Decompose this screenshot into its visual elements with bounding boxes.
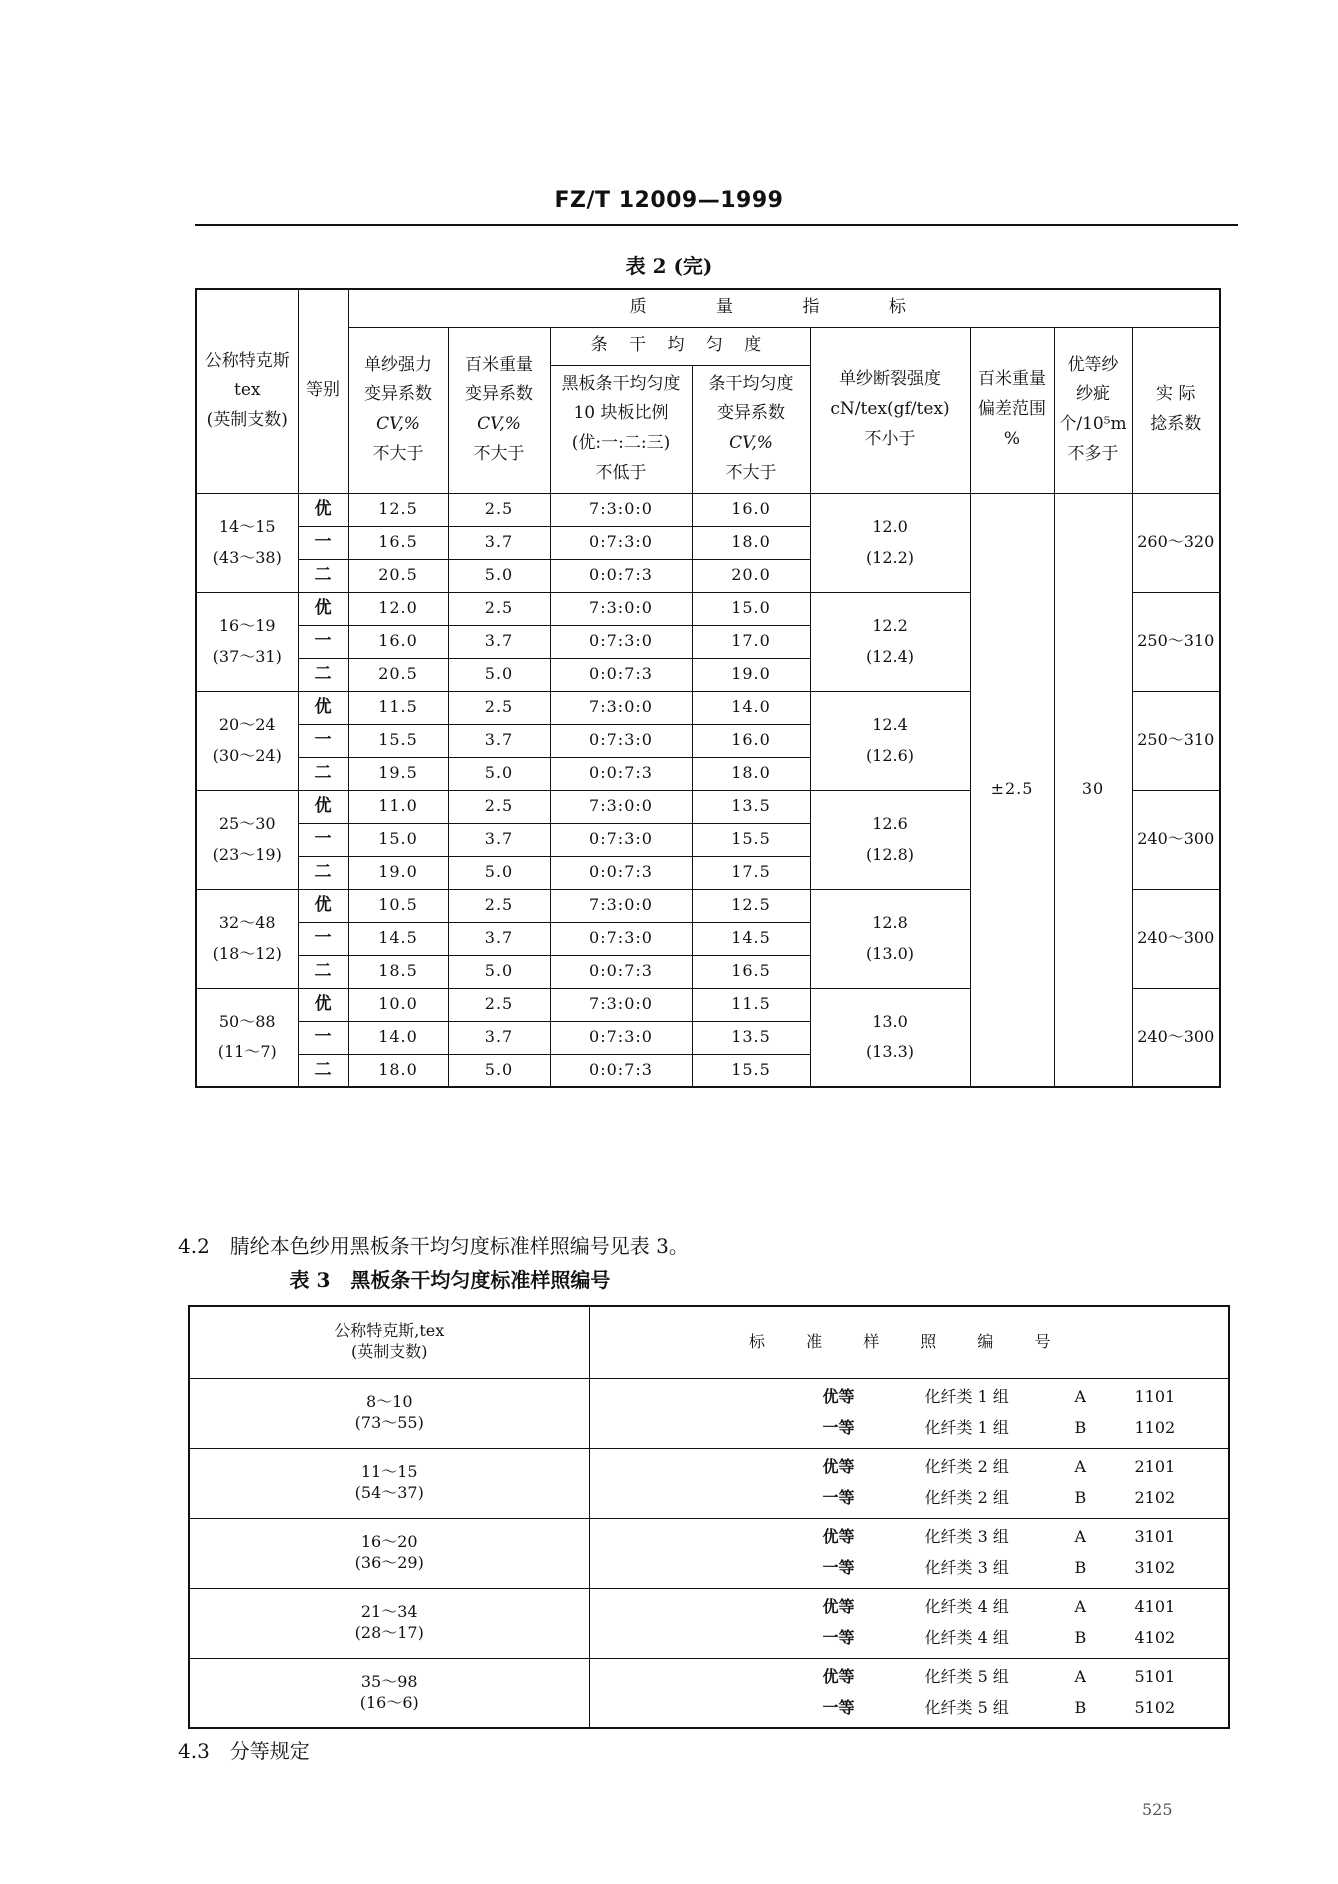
photo-code: 1102: [1134, 1418, 1176, 1438]
grade-cell: 优: [298, 493, 348, 526]
grade-label: 一等: [822, 1558, 855, 1578]
photo-number-line: [695, 1592, 1229, 1623]
weight-cv-cell: 5.0: [448, 1054, 550, 1087]
grade-cell: 优: [298, 790, 348, 823]
evenness-cv-cell: 20.0: [692, 559, 810, 592]
table-row: [196, 493, 1220, 526]
table2-caption: 表 2 (完): [625, 254, 713, 278]
fiber-group: 化纤类 4 组: [924, 1597, 1009, 1617]
nominal-tex-cell: 16～20 (36～29): [189, 1518, 589, 1588]
board-ratio-cell: 0:7:3:0: [550, 823, 692, 856]
photo-number-line: [695, 1553, 1229, 1584]
evenness-cv-cell: 19.0: [692, 658, 810, 691]
grade-label: 优等: [822, 1666, 855, 1686]
grade-label: 优等: [822, 1527, 855, 1547]
grade-cell: 二: [298, 757, 348, 790]
fiber-group: 化纤类 4 组: [924, 1628, 1009, 1648]
weight-cv-cell: 2.5: [448, 790, 550, 823]
board-letter: B: [1074, 1418, 1087, 1438]
twist-factor-cell: 250～310: [1132, 691, 1220, 790]
board-ratio-cell: 7:3:0:0: [550, 691, 692, 724]
evenness-cv-cell: 14.5: [692, 922, 810, 955]
nominal-tex-cell: 20～24 (30～24): [196, 691, 298, 790]
strength-cv-cell: 12.5: [348, 493, 448, 526]
grade-cell: 一: [298, 724, 348, 757]
weight-cv-cell: 2.5: [448, 691, 550, 724]
board-ratio-cell: 0:0:7:3: [550, 856, 692, 889]
strength-cv-cell: 19.0: [348, 856, 448, 889]
standard-photo-cell: [589, 1378, 1229, 1448]
tenacity-cell: 12.0 (12.2): [810, 493, 970, 592]
photo-number-line: [695, 1452, 1229, 1483]
weight-cv-cell: 2.5: [448, 988, 550, 1021]
board-ratio-cell: 0:0:7:3: [550, 1054, 692, 1087]
col-evenness-cv: 条干均匀度 变异系数 CV,% 不大于: [692, 365, 810, 493]
grade-cell: 优: [298, 988, 348, 1021]
nominal-tex-cell: 32～48 (18～12): [196, 889, 298, 988]
photo-code: 3101: [1134, 1527, 1176, 1547]
grade-cell: 二: [298, 1054, 348, 1087]
board-letter: B: [1074, 1628, 1087, 1648]
grade-label: 一等: [822, 1418, 855, 1438]
strength-cv-cell: 15.5: [348, 724, 448, 757]
twist-factor-cell: 240～300: [1132, 988, 1220, 1087]
col-twist: 实 际 捻系数: [1132, 327, 1220, 493]
evenness-cv-cell: 18.0: [692, 526, 810, 559]
grade-cell: 一: [298, 625, 348, 658]
fiber-group: 化纤类 2 组: [924, 1457, 1009, 1477]
photo-number-line: [695, 1623, 1229, 1654]
evenness-cv-cell: 16.5: [692, 955, 810, 988]
grade-cell: 二: [298, 658, 348, 691]
evenness-cv-cell: 13.5: [692, 790, 810, 823]
tenacity-cell: 12.8 (13.0): [810, 889, 970, 988]
evenness-cv-cell: 16.0: [692, 724, 810, 757]
photo-code: 2102: [1134, 1488, 1176, 1508]
grade-label: 优等: [822, 1387, 855, 1407]
board-ratio-cell: 0:7:3:0: [550, 724, 692, 757]
evenness-cv-cell: 15.0: [692, 592, 810, 625]
board-letter: A: [1074, 1597, 1087, 1617]
photo-number-line: [695, 1483, 1229, 1514]
table-row: [189, 1658, 1229, 1728]
grade-cell: 优: [298, 889, 348, 922]
weight-cv-cell: 5.0: [448, 856, 550, 889]
evenness-cv-cell: 18.0: [692, 757, 810, 790]
col-weight-cv: 百米重量 变异系数 CV,% 不大于: [448, 327, 550, 493]
photo-code: 4101: [1134, 1597, 1176, 1617]
grade-cell: 一: [298, 823, 348, 856]
tenacity-cell: 13.0 (13.3): [810, 988, 970, 1087]
paragraph-4-2: 4.2 腈纶本色纱用黑板条干均匀度标准样照编号见表 3。: [178, 1234, 689, 1258]
photo-number-line: [695, 1413, 1229, 1444]
standard-photo-cell: [589, 1448, 1229, 1518]
strength-cv-cell: 15.0: [348, 823, 448, 856]
evenness-cv-cell: 12.5: [692, 889, 810, 922]
fiber-group: 化纤类 2 组: [924, 1488, 1009, 1508]
twist-factor-cell: 240～300: [1132, 889, 1220, 988]
tenacity-cell: 12.6 (12.8): [810, 790, 970, 889]
grade-label: 一等: [822, 1628, 855, 1648]
board-letter: B: [1074, 1488, 1087, 1508]
fiber-group: 化纤类 3 组: [924, 1558, 1009, 1578]
table2-body: [196, 493, 1220, 1087]
weight-cv-cell: 3.7: [448, 922, 550, 955]
standard-number: FZ/T 12009—1999: [554, 188, 784, 213]
nominal-tex-cell: 25～30 (23～19): [196, 790, 298, 889]
quality-index-table: [195, 288, 1221, 1088]
board-ratio-cell: 0:0:7:3: [550, 658, 692, 691]
board-ratio-cell: 0:0:7:3: [550, 757, 692, 790]
weight-cv-cell: 5.0: [448, 559, 550, 592]
grade-cell: 二: [298, 955, 348, 988]
evenness-cv-cell: 16.0: [692, 493, 810, 526]
weight-cv-cell: 3.7: [448, 823, 550, 856]
photo-code: 3102: [1134, 1558, 1176, 1578]
weight-cv-cell: 3.7: [448, 526, 550, 559]
strength-cv-cell: 11.0: [348, 790, 448, 823]
fiber-group: 化纤类 5 组: [924, 1666, 1009, 1686]
photo-number-line: [695, 1522, 1229, 1553]
board-letter: A: [1074, 1457, 1087, 1477]
evenness-cv-cell: 15.5: [692, 1054, 810, 1087]
col-weight-deviation: 百米重量 偏差范围 %: [970, 327, 1054, 493]
photo-code: 1101: [1134, 1387, 1176, 1407]
paragraph-4-3: 4.3 分等规定: [178, 1739, 310, 1763]
evenness-cv-cell: 15.5: [692, 823, 810, 856]
grade-cell: 二: [298, 856, 348, 889]
board-ratio-cell: 0:7:3:0: [550, 922, 692, 955]
board-letter: A: [1074, 1527, 1087, 1547]
evenness-group-header: 条 干 均 匀 度: [550, 327, 810, 365]
page-number: 525: [1142, 1800, 1173, 1819]
nominal-tex-cell: 8～10 (73～55): [189, 1378, 589, 1448]
grade-label: 优等: [822, 1597, 855, 1617]
board-ratio-cell: 7:3:0:0: [550, 988, 692, 1021]
weight-cv-cell: 3.7: [448, 1021, 550, 1054]
twist-factor-cell: 240～300: [1132, 790, 1220, 889]
nominal-tex-cell: 14～15 (43～38): [196, 493, 298, 592]
fiber-group: 化纤类 5 组: [924, 1697, 1009, 1717]
col-nominal-tex: 公称特克斯 tex (英制支数): [196, 289, 298, 493]
photo-code: 4102: [1134, 1628, 1176, 1648]
twist-factor-cell: 260～320: [1132, 493, 1220, 592]
board-letter: B: [1074, 1697, 1087, 1717]
evenness-cv-cell: 13.5: [692, 1021, 810, 1054]
col-standard-photo-number: 标 准 样 照 编 号: [589, 1306, 1229, 1378]
col-strength-cv: 单纱强力 变异系数 CV,% 不大于: [348, 327, 448, 493]
grade-cell: 优: [298, 691, 348, 724]
board-ratio-cell: 7:3:0:0: [550, 889, 692, 922]
board-ratio-cell: 0:7:3:0: [550, 625, 692, 658]
weight-cv-cell: 5.0: [448, 658, 550, 691]
grade-cell: 优: [298, 592, 348, 625]
board-ratio-cell: 0:0:7:3: [550, 559, 692, 592]
strength-cv-cell: 20.5: [348, 559, 448, 592]
strength-cv-cell: 14.0: [348, 1021, 448, 1054]
fiber-group: 化纤类 1 组: [924, 1418, 1009, 1438]
weight-cv-cell: 3.7: [448, 724, 550, 757]
tenacity-cell: 12.4 (12.6): [810, 691, 970, 790]
strength-cv-cell: 18.0: [348, 1054, 448, 1087]
strength-cv-cell: 11.5: [348, 691, 448, 724]
grade-cell: 二: [298, 559, 348, 592]
grade-cell: 一: [298, 526, 348, 559]
strength-cv-cell: 10.5: [348, 889, 448, 922]
evenness-cv-cell: 17.5: [692, 856, 810, 889]
nominal-tex-cell: 16～19 (37～31): [196, 592, 298, 691]
board-ratio-cell: 0:7:3:0: [550, 526, 692, 559]
header-rule: [195, 224, 1238, 226]
grade-label: 一等: [822, 1697, 855, 1717]
tenacity-cell: 12.2 (12.4): [810, 592, 970, 691]
weight-cv-cell: 3.7: [448, 625, 550, 658]
board-ratio-cell: 7:3:0:0: [550, 493, 692, 526]
col-nominal-tex: 公称特克斯,tex (英制支数): [189, 1306, 589, 1378]
board-letter: A: [1074, 1387, 1087, 1407]
strength-cv-cell: 20.5: [348, 658, 448, 691]
photo-code: 2101: [1134, 1457, 1176, 1477]
board-ratio-cell: 7:3:0:0: [550, 790, 692, 823]
weight-cv-cell: 2.5: [448, 889, 550, 922]
standard-photo-cell: [589, 1658, 1229, 1728]
nominal-tex-cell: 50～88 (11～7): [196, 988, 298, 1087]
col-neps: 优等纱 纱疵 个/10⁵m 不多于: [1054, 327, 1132, 493]
weight-deviation-cell: ±2.5: [970, 493, 1054, 1087]
nominal-tex-cell: 11～15 (54～37): [189, 1448, 589, 1518]
evenness-cv-cell: 11.5: [692, 988, 810, 1021]
photo-number-line: [695, 1662, 1229, 1693]
quality-index-group-header: 质 量 指 标: [348, 289, 1220, 327]
twist-factor-cell: 250～310: [1132, 592, 1220, 691]
strength-cv-cell: 16.5: [348, 526, 448, 559]
evenness-cv-cell: 17.0: [692, 625, 810, 658]
grade-cell: 一: [298, 922, 348, 955]
standard-photo-cell: [589, 1588, 1229, 1658]
table3-caption: 表 3 黑板条干均匀度标准样照编号: [289, 1268, 611, 1292]
nominal-tex-cell: 35～98 (16～6): [189, 1658, 589, 1728]
weight-cv-cell: 5.0: [448, 955, 550, 988]
table-row: [189, 1518, 1229, 1588]
col-board-ratio: 黑板条干均匀度 10 块板比例 (优:一:二:三) 不低于: [550, 365, 692, 493]
table-row: [189, 1448, 1229, 1518]
strength-cv-cell: 12.0: [348, 592, 448, 625]
strength-cv-cell: 18.5: [348, 955, 448, 988]
grade-cell: 一: [298, 1021, 348, 1054]
board-ratio-cell: 7:3:0:0: [550, 592, 692, 625]
weight-cv-cell: 5.0: [448, 757, 550, 790]
table-row: [189, 1588, 1229, 1658]
grade-label: 一等: [822, 1488, 855, 1508]
board-ratio-cell: 0:0:7:3: [550, 955, 692, 988]
standard-photo-cell: [589, 1518, 1229, 1588]
photo-number-line: [695, 1382, 1229, 1413]
board-ratio-cell: 0:7:3:0: [550, 1021, 692, 1054]
fiber-group: 化纤类 3 组: [924, 1527, 1009, 1547]
col-grade: 等别: [298, 289, 348, 493]
grade-label: 优等: [822, 1457, 855, 1477]
strength-cv-cell: 10.0: [348, 988, 448, 1021]
neps-cell: 30: [1054, 493, 1132, 1087]
table3-body: [189, 1378, 1229, 1728]
table-row: [189, 1378, 1229, 1448]
fiber-group: 化纤类 1 组: [924, 1387, 1009, 1407]
photo-code: 5102: [1134, 1697, 1176, 1717]
strength-cv-cell: 14.5: [348, 922, 448, 955]
photo-code: 5101: [1134, 1666, 1176, 1686]
board-letter: A: [1074, 1666, 1087, 1686]
strength-cv-cell: 16.0: [348, 625, 448, 658]
col-tenacity: 单纱断裂强度 cN/tex(gf/tex) 不小于: [810, 327, 970, 493]
weight-cv-cell: 2.5: [448, 592, 550, 625]
evenness-cv-cell: 14.0: [692, 691, 810, 724]
nominal-tex-cell: 21～34 (28～17): [189, 1588, 589, 1658]
weight-cv-cell: 2.5: [448, 493, 550, 526]
standard-photo-table: [188, 1305, 1230, 1729]
board-letter: B: [1074, 1558, 1087, 1578]
photo-number-line: [695, 1693, 1229, 1724]
strength-cv-cell: 19.5: [348, 757, 448, 790]
